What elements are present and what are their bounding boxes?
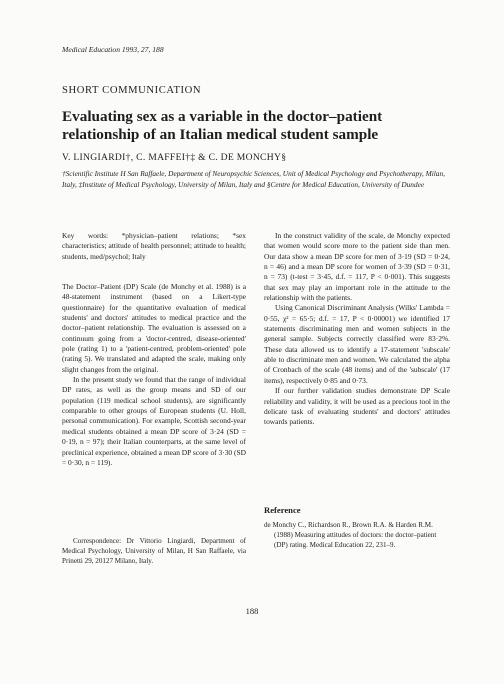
correspondence-footnote [62, 536, 246, 566]
paragraph-5: If our further validation studies demonstrate DP Scale reliability and validity, it will be used as a precious tool in the delicate task of evaluating students' and doctors' attitudes towards patients. [264, 386, 450, 427]
keywords-text: Key words: *physician–patient relations; *sex characteristics; attitude of health personnel; attitude to health; students, med/psychol; Italy [62, 231, 246, 261]
article-title: Evaluating sex as a variable in the doctor–patient relationship of an Italian medical student sample [62, 108, 383, 143]
right-column-body [264, 231, 450, 428]
left-column-body [62, 282, 246, 468]
reference-heading: Reference [264, 505, 301, 515]
page-number: 188 [245, 606, 259, 616]
paragraph-1: The Doctor–Patient (DP) Scale (de Monchy et al. 1988) is a 48-statement instrument (based on a Likert-type questionnaire) for the quantitative evaluation of medical students' and doctors' attitudes to medical practice and the doctor–patient relationship. The evaluation is assessed on a continuum going from a 'doctor-centred, disease-oriented' pole (rating 1) to a 'patient-centred, problem-oriented' pole (rating 5). We translated and adapted the scale, making only slight changes from the original. [62, 282, 246, 374]
paragraph-3: In the construct validity of the scale, de Monchy expected that women would score more to the patient side than men. Our data show a mean DP score for men of 3·19 (SD = 0·24, n = 46) and a mean DP score for women of 3·39 (SD = 0·31, n = 73) (t-test = 3·45, d.f. = 117, P < 0·001). This suggests that sex may play an important role in the attitude to the relationship with the patients. [264, 231, 450, 303]
paragraph-2: In the present study we found that the range of individual DP rates, as well as the group means and SD of our population (119 medical school students), are significantly comparable to other groups of European students (U. Holl, personal communication). For example, Scottish second-year medical students obtained a mean DP score of 3·24 (SD = 0·19, n = 97); their Italian counterparts, at the same level of preclinical experience, obtained a mean DP score of 3·30 (SD = 0·30, n = 119). [62, 375, 246, 467]
keywords [62, 231, 246, 262]
correspondence-text: Correspondence: Dr Vittorio Lingiardi, Department of Medical Psychology, University of Milan, H San Raffaele, via Prinetti 29, 20127 Milano, Italy. [62, 537, 246, 565]
reference-entry: de Monchy C., Richardson R., Brown R.A. & Harden R.M. (1988) Measuring attitudes of doctors: the doctor–patient (DP) rating. Medical Education 22, 231–9. [264, 521, 437, 549]
journal-citation: Medical Education 1993, 27, 188 [62, 45, 164, 54]
author-list: V. LINGIARDI†, C. MAFFEI†‡ & C. DE MONCHY§ [62, 152, 287, 163]
section-heading: SHORT COMMUNICATION [62, 85, 202, 96]
paragraph-4: Using Canonical Discriminant Analysis (Wilks' Lambda = 0·55, χ² = 65·5; d.f. = 17, P < 0·00001) we identified 17 statements discriminating men and women subjects in the general sample. Subjects correctly classified were 83·2%. These data allowed us to identify a 17-statement 'subscale' able to discriminate men and women. We calculated the alpha of Cronbach of the scale (48 items) and of the 'subscale' (17 items), respectively 0·85 and 0·73. [264, 303, 450, 385]
author-affiliations: †Scientific Institute H San Raffaele, Department of Neuropsychic Sciences, Unit of Medical Psychology and Psychotherapy, Milan, Italy, ‡Institute of Medical Psychology, University of Milan, Italy and §Centre for Medical Education, University of Dundee [62, 169, 445, 189]
